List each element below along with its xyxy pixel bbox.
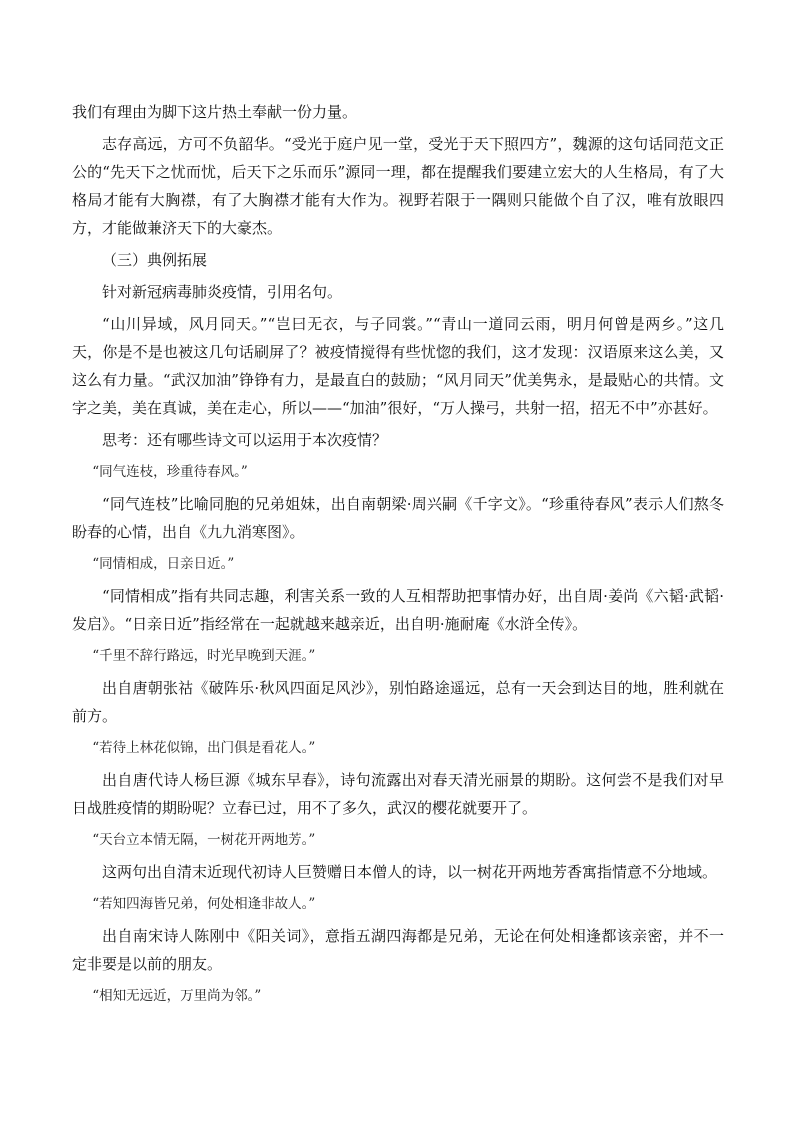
quoted-line: “若待上林花似锦，出门俱是看花人。” [92,740,316,756]
paragraph: “山川异域，风月同天。”“岂曰无衣，与子同裳。”“青山一道同云雨，明月何曾是两乡。”这几天，你是不是也被这几句话刷屏了？被疫情搅得有些忧惚的我们，这才发现：汉语原来这么美，又这么有力量。“武汉加油”铮铮有力，是最直白的鼓励；“风月同天”优美隽永，是最贴心的共情。文字之美，美在真诚，美在走心，所以——“加油”很好，“万人操弓，共射一招，招无不中”亦甚好。 [72,315,724,417]
quoted-line: “相知无远近，万里尚为邻。” [92,988,262,1004]
section-heading: （三）典例拓展 [102,251,208,269]
paragraph: 出自唐代诗人杨巨源《城东早春》，诗句流露出对春天清光丽景的期盼。这何尝不是我们对早日战胜疫情的期盼呢？立春已过，用不了多久，武汉的樱花就要开了。 [72,771,724,817]
paragraph: “同气连枝”比喻同胞的兄弟姐妹，出自南朝梁·周兴嗣《千字文》。“珍重待春风”表示人们熬冬盼春的心情，出自《九九消寒图》。 [72,495,724,541]
quoted-line: “千里不辞行路远，时光早晚到天涯。” [92,648,316,664]
document-body [72,98,724,1014]
quoted-line: “同情相成，日亲日近。” [92,556,235,572]
paragraph: 出自唐朝张祜《破阵乐·秋风四面足风沙》，别怕路途遥远，总有一天会到达目的地，胜利就在前方。 [72,679,724,725]
paragraph: “同情相成”指有共同志趣，利害关系一致的人互相帮助把事情办好，出自周·姜尚《六韬·武韬·发启》。“日亲日近”指经常在一起就越来越亲近，出自明·施耐庵《水浒全传》。 [72,587,724,633]
quoted-line: “天台立本情无隔，一树花开两地芳。” [92,832,316,848]
paragraph: 出自南宋诗人陈刚中《阳关词》，意指五湖四海都是兄弟，无论在何处相逢都该亲密，并不一定非要是以前的朋友。 [72,927,724,973]
paragraph: 志存高远，方可不负韶华。“受光于庭户见一堂，受光于天下照四方”，魏源的这句话同范文正公的“先天下之忧而忧，后天下之乐而乐”源同一理，都在提醒我们要建立宏大的人生格局，有了大格局才能有大胸襟，有了大胸襟才能有大作为。视野若限于一隅则只能做个自了汉，唯有放眼四方，才能做兼济天下的大豪杰。 [72,135,724,237]
quoted-line: “若知四海皆兄弟，何处相逢非故人。” [92,896,316,912]
quoted-line: “同气连枝，珍重待春风。” [92,464,248,480]
paragraph: 我们有理由为脚下这片热土奉献一份力量。 [72,103,358,121]
paragraph: 针对新冠病毒肺炎疫情，引用名句。 [102,283,343,301]
paragraph: 这两句出自清末近现代初诗人巨赞赠日本僧人的诗，以一树花开两地芳香寓指情意不分地域。 [102,863,718,881]
paragraph: 思考：还有哪些诗文可以运用于本次疫情？ [102,431,388,449]
